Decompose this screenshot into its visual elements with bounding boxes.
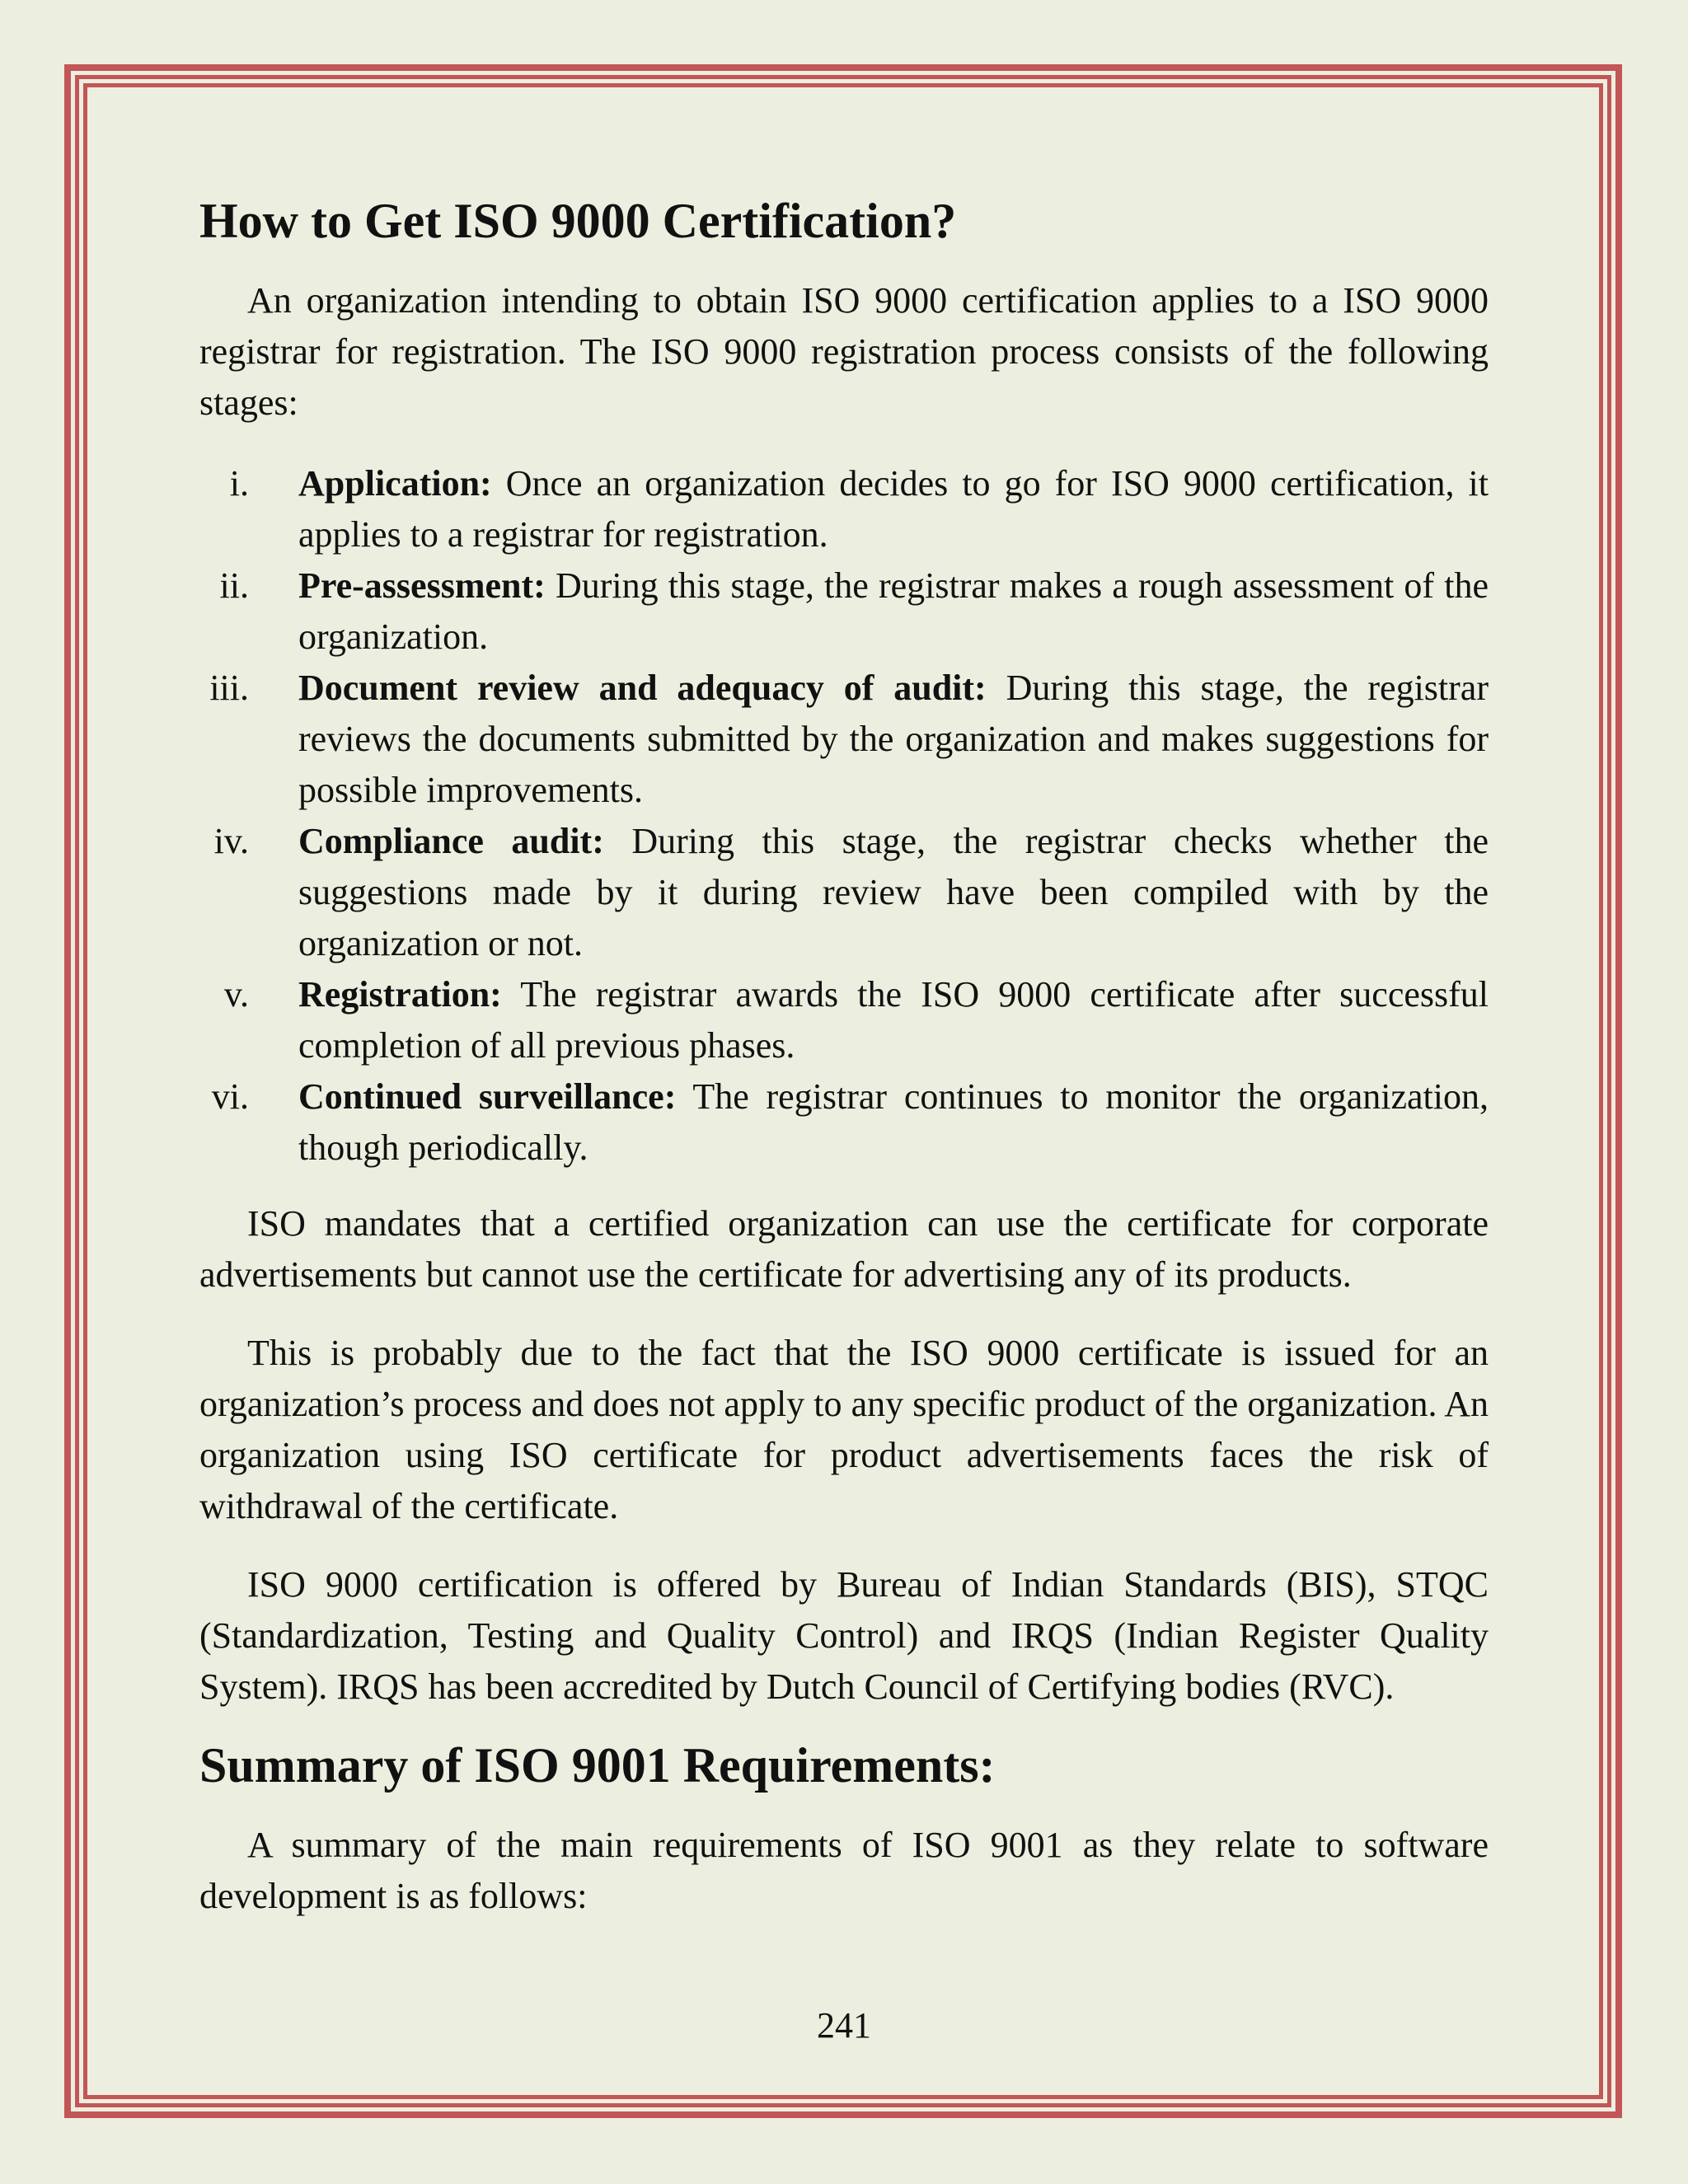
list-item <box>199 1071 1489 1174</box>
list-item-numeral: ii. <box>219 565 249 606</box>
list-item-term: Compliance audit: <box>298 821 604 861</box>
paragraph-reason: This is probably due to the fact that the ISO 9000 certificate is issued for an organization’s process and does not apply to any specific product of the organization. An organization using ISO certificate for product advertisements faces the risk of withdrawal of the certificate. <box>199 1333 1489 1526</box>
list-item <box>199 816 1489 969</box>
list-item-term: Document review and adequacy of audit: <box>298 668 987 708</box>
list-item-text: The registrar awards the ISO 9000 certificate after successful completion of all previous phases. <box>298 974 1489 1066</box>
list-item <box>199 969 1489 1071</box>
list-item-text: The registrar continues to monitor the organization, though periodically. <box>298 1076 1489 1168</box>
list-item-text: During this stage, the registrar reviews the documents submitted by the organization and makes suggestions for possible improvements. <box>298 668 1489 810</box>
list-item-term: Registration: <box>298 974 502 1015</box>
list-item <box>199 663 1489 816</box>
intro-paragraph: An organization intending to obtain ISO 9000 certification applies to a ISO 9000 registrar for registration. The ISO 9000 registration process consists of the following stages: <box>199 280 1489 423</box>
page-number: 241 <box>817 2005 871 2046</box>
list-item-numeral: v. <box>223 974 249 1015</box>
list-item-numeral: i. <box>229 463 249 504</box>
paragraph-mandates: ISO mandates that a certified organization can use the certificate for corporate advertisements but cannot use the certificate for advertising any of its products. <box>199 1203 1489 1295</box>
section-heading-certification: How to Get ISO 9000 Certification? <box>199 194 957 248</box>
list-item-numeral: iii. <box>209 668 249 708</box>
paragraph-summary: A summary of the main requirements of ISO 9001 as they relate to software development is as follows: <box>199 1825 1489 1916</box>
list-item-text: During this stage, the registrar checks whether the suggestions made by it during review have been compiled with by the organization or not. <box>298 821 1489 963</box>
registration-stages-list <box>199 458 1489 1174</box>
list-item-term: Continued surveillance: <box>298 1076 677 1117</box>
page-content <box>199 188 1489 1922</box>
list-item-numeral: vi. <box>211 1076 249 1117</box>
list-item <box>199 458 1489 560</box>
list-item-text: During this stage, the registrar makes a rough assessment of the organization. <box>298 565 1489 657</box>
list-item-text: Once an organization decides to go for ISO 9000 certification, it applies to a registrar for registration. <box>298 463 1489 555</box>
list-item-term: Application: <box>298 463 492 504</box>
paragraph-offered-by: ISO 9000 certification is offered by Bureau of Indian Standards (BIS), STQC (Standardization, Testing and Quality Control) and IRQS (Indian Register Quality System). IRQS has been accredited by Dutch Council of Certifying bodies (RVC). <box>199 1564 1489 1707</box>
list-item-term: Pre-assessment: <box>298 565 546 606</box>
section-heading-summary: Summary of ISO 9001 Requirements: <box>199 1738 996 1793</box>
list-item <box>199 560 1489 663</box>
list-item-numeral: iv. <box>213 821 249 861</box>
